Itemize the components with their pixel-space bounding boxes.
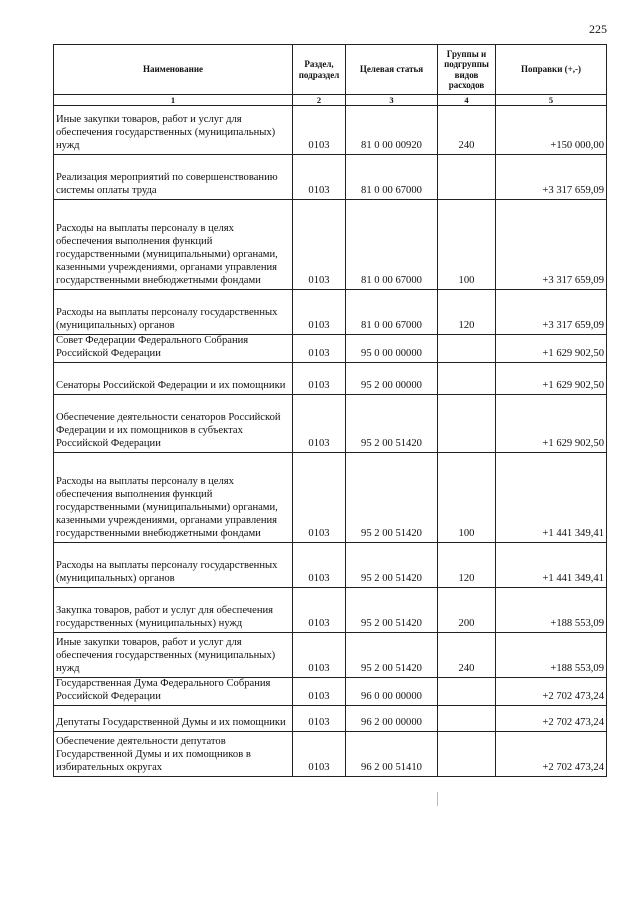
column-number: 4 [438,95,496,106]
table-row [54,155,607,200]
row-article: 95 0 00 00000 [346,335,438,363]
row-section: 0103 [293,290,346,335]
row-name: Обеспечение деятельности сенаторов Российской Федерации и их помощников в субъектах Российской Федерации [54,394,293,452]
page-number: 225 [589,22,607,36]
row-group [438,677,496,705]
row-name: Расходы на выплаты персоналу государственных (муниципальных) органов [54,290,293,335]
row-name: Реализация мероприятий по совершенствованию системы оплаты труда [54,155,293,200]
table-row [54,677,607,705]
scan-mark [437,792,438,806]
row-name: Государственная Дума Федерального Собрания Российской Федерации [54,677,293,705]
header-article: Целевая статья [346,45,438,95]
column-number-row [54,95,607,106]
row-group: 120 [438,290,496,335]
table-row [54,335,607,363]
row-article: 81 0 00 67000 [346,155,438,200]
row-group: 100 [438,200,496,290]
row-amount: +188 553,09 [496,587,607,632]
row-article: 95 2 00 51420 [346,452,438,542]
row-amount: +188 553,09 [496,632,607,677]
row-article: 95 2 00 51420 [346,632,438,677]
row-amount: +1 629 902,50 [496,394,607,452]
row-section: 0103 [293,200,346,290]
row-group: 240 [438,106,496,155]
row-name: Расходы на выплаты персоналу в целях обеспечения выполнения функций государственными (муниципальными) органами, казенными учреждениями, органами управления государственными внебюджетными фондами [54,452,293,542]
row-name: Сенаторы Российской Федерации и их помощники [54,362,293,394]
row-article: 95 2 00 00000 [346,362,438,394]
row-group [438,155,496,200]
table-row [54,587,607,632]
table-row [54,542,607,587]
table-row [54,394,607,452]
row-amount: +3 317 659,09 [496,290,607,335]
row-section: 0103 [293,394,346,452]
header-amount: Поправки (+,-) [496,45,607,95]
column-number: 1 [54,95,293,106]
table-row [54,106,607,155]
row-group: 200 [438,587,496,632]
row-amount: +150 000,00 [496,106,607,155]
row-article: 95 2 00 51420 [346,542,438,587]
table-body [54,106,607,777]
row-section: 0103 [293,705,346,731]
column-number: 2 [293,95,346,106]
row-group [438,335,496,363]
row-name: Совет Федерации Федерального Собрания Российской Федерации [54,335,293,363]
row-section: 0103 [293,362,346,394]
row-name: Расходы на выплаты персоналу государственных (муниципальных) органов [54,542,293,587]
row-amount: +2 702 473,24 [496,677,607,705]
row-amount: +1 629 902,50 [496,335,607,363]
row-name: Иные закупки товаров, работ и услуг для обеспечения государственных (муниципальных) нужд [54,106,293,155]
row-section: 0103 [293,542,346,587]
row-name: Иные закупки товаров, работ и услуг для обеспечения государственных (муниципальных) нужд [54,632,293,677]
row-name: Обеспечение деятельности депутатов Государственной Думы и их помощников в избирательных округах [54,731,293,776]
row-article: 96 2 00 00000 [346,705,438,731]
row-group: 100 [438,452,496,542]
row-group: 240 [438,632,496,677]
row-name: Расходы на выплаты персоналу в целях обеспечения выполнения функций государственными (муниципальными) органами, казенными учреждениями, органами управления государственными внебюджетными фондами [54,200,293,290]
row-section: 0103 [293,632,346,677]
table-header-row [54,45,607,95]
header-section: Раздел, подраздел [293,45,346,95]
header-group: Группы и подгруппы видов расходов [438,45,496,95]
row-section: 0103 [293,587,346,632]
table-row [54,632,607,677]
row-section: 0103 [293,731,346,776]
row-section: 0103 [293,335,346,363]
row-section: 0103 [293,106,346,155]
row-group [438,731,496,776]
row-amount: +1 441 349,41 [496,452,607,542]
row-name: Депутаты Государственной Думы и их помощники [54,705,293,731]
row-article: 95 2 00 51420 [346,587,438,632]
table-row [54,731,607,776]
row-amount: +1 629 902,50 [496,362,607,394]
row-group [438,394,496,452]
budget-amendments-table [53,44,607,777]
row-article: 81 0 00 67000 [346,290,438,335]
row-article: 96 2 00 51410 [346,731,438,776]
table-row [54,452,607,542]
row-amount: +2 702 473,24 [496,731,607,776]
column-number: 3 [346,95,438,106]
row-amount: +3 317 659,09 [496,155,607,200]
row-amount: +3 317 659,09 [496,200,607,290]
row-amount: +2 702 473,24 [496,705,607,731]
row-group: 120 [438,542,496,587]
row-section: 0103 [293,155,346,200]
column-number: 5 [496,95,607,106]
row-group [438,362,496,394]
row-name: Закупка товаров, работ и услуг для обеспечения государственных (муниципальных) нужд [54,587,293,632]
row-section: 0103 [293,677,346,705]
row-amount: +1 441 349,41 [496,542,607,587]
header-name: Наименование [54,45,293,95]
row-article: 81 0 00 00920 [346,106,438,155]
table-row [54,705,607,731]
row-article: 81 0 00 67000 [346,200,438,290]
table-row [54,362,607,394]
row-group [438,705,496,731]
row-section: 0103 [293,452,346,542]
row-article: 96 0 00 00000 [346,677,438,705]
table-row [54,200,607,290]
row-article: 95 2 00 51420 [346,394,438,452]
table-row [54,290,607,335]
